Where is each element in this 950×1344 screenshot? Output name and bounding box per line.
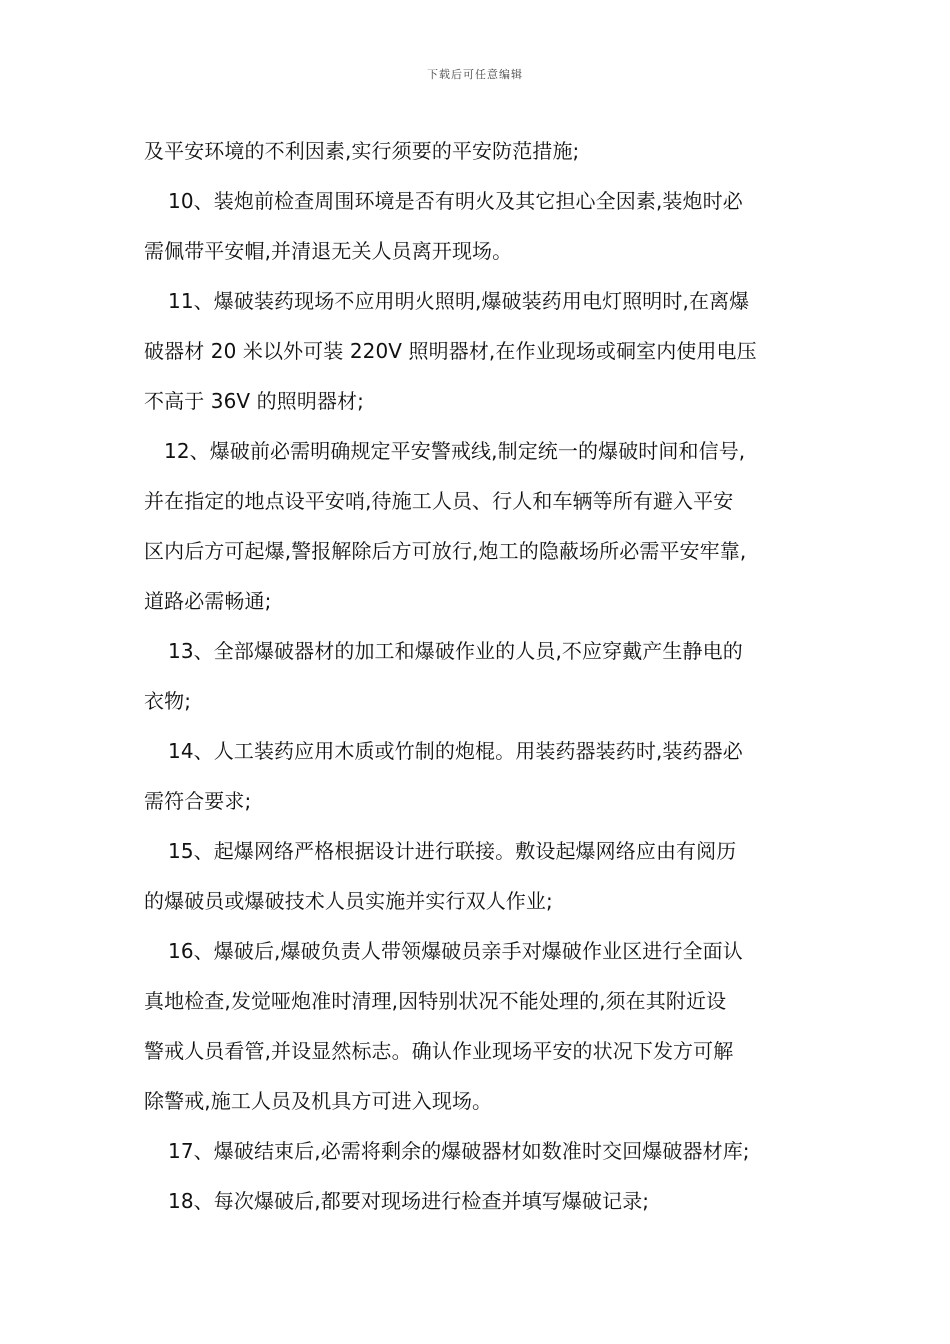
document-body xyxy=(144,126,812,1226)
text-line: 不高于 36V 的照明器材; xyxy=(144,389,364,413)
text-line: 并在指定的地点设平安哨,待施工人员、行人和车辆等所有避入平安 xyxy=(144,489,734,513)
text-line: 及平安环境的不利因素,实行须要的平安防范措施; xyxy=(144,139,580,163)
text-line: 需佩带平安帽,并清退无关人员离开现场。 xyxy=(144,239,513,263)
text-line: 10、装炮前检查周围环境是否有明火及其它担心全因素,装炮时必 xyxy=(168,189,743,213)
text-line: 道路必需畅通; xyxy=(144,589,272,613)
text-line: 衣物; xyxy=(144,689,192,713)
text-line: 警戒人员看管,并设显然标志。确认作业现场平安的状况下发方可解 xyxy=(144,1039,734,1063)
text-line: 16、爆破后,爆破负责人带领爆破员亲手对爆破作业区进行全面认 xyxy=(168,939,743,963)
text-line: 13、全部爆破器材的加工和爆破作业的人员,不应穿戴产生静电的 xyxy=(168,639,743,663)
text-line: 17、爆破结束后,必需将剩余的爆破器材如数准时交回爆破器材库; xyxy=(168,1139,750,1163)
page-header: 下载后可任意编辑 xyxy=(427,68,523,81)
text-line: 14、人工装药应用木质或竹制的炮棍。用装药器装药时,装药器必 xyxy=(168,739,743,763)
text-line: 除警戒,施工人员及机具方可进入现场。 xyxy=(144,1089,493,1113)
text-line: 15、起爆网络严格根据设计进行联接。敷设起爆网络应由有阅历 xyxy=(168,839,737,863)
text-line: 破器材 20 米以外可装 220V 照明器材,在作业现场或硐室内使用电压 xyxy=(144,339,757,363)
text-line: 需符合要求; xyxy=(144,789,252,813)
text-line: 11、爆破装药现场不应用明火照明,爆破装药用电灯照明时,在离爆 xyxy=(168,289,750,313)
text-line: 区内后方可起爆,警报解除后方可放行,炮工的隐蔽场所必需平安牢靠, xyxy=(144,539,747,563)
text-line: 18、每次爆破后,都要对现场进行检查并填写爆破记录; xyxy=(168,1189,650,1213)
text-line: 的爆破员或爆破技术人员实施并实行双人作业; xyxy=(144,889,553,913)
text-line: 真地检查,发觉哑炮准时清理,因特别状况不能处理的,须在其附近设 xyxy=(144,989,727,1013)
text-line: 12、爆破前必需明确规定平安警戒线,制定统一的爆破时间和信号, xyxy=(164,439,746,463)
